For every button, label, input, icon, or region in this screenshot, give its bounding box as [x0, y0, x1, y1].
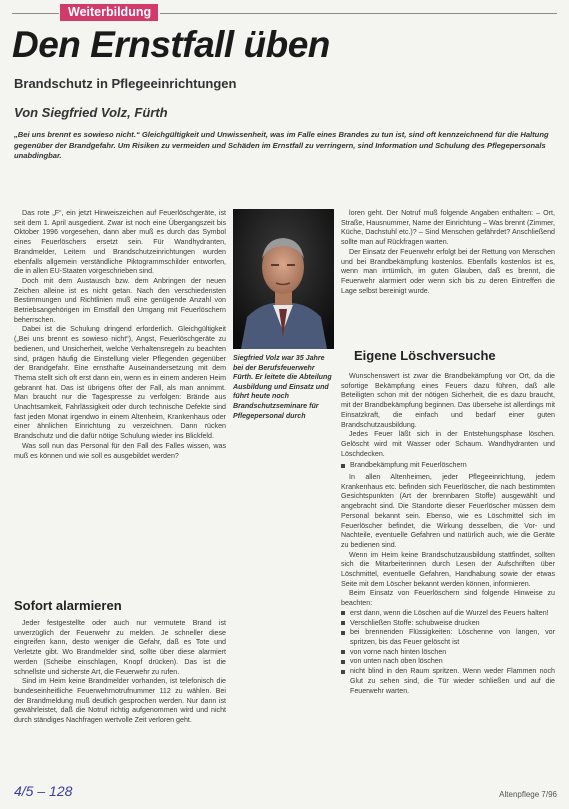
column-1 — [14, 209, 226, 461]
column-3 — [341, 209, 555, 296]
photo-caption: Siegfried Volz war 35 Jahre bei der Berufsfeuerwehr Fürth. Er leitete die Abteilung Ausbildung und Einsatz und führt heute noch Brandschutzseminare für Pflegepersonal durch — [233, 354, 332, 420]
column-1-continued — [14, 619, 226, 726]
author-photo — [233, 209, 334, 349]
header-rule-right — [160, 13, 557, 14]
bullet-item: von unten nach oben löschen — [341, 657, 555, 667]
bullet-item: Verschließen Stoffe: schubweise drucken — [341, 619, 555, 629]
column-1-paragraph: Doch mit dem Austausch bzw. dem Anbringen der neuen Zeichen alleine ist es nicht getan. Nach den verschiedensten Bestimmungen und Richtlinien muß eine genügende Anzahl von Betriebsangehörigen im Ernstfall den Umgang mit Feuerlöschern beherrschen. — [14, 276, 226, 324]
column-1-paragraph: Dabei ist die Schulung dringend erforderlich. Gleichgültigkeit („Bei uns brennt es sowieso nicht“), Angst, Feuerlöschgeräte zu bedienen, und Unsicherheit, welche Verhaltensregeln zu beachten sind, prägen häufig die Einstellung vieler Pflegenden gegenüber der Brandgefahr. Eine ernsthafte Auseinandersetzung mit dem Thema stellt sich oft erst dann ein, wenn es in einem anderen Heim gebrannt hat. Das ist übrigens öfter der Fall, als man annimmt. Man braucht nur die Tagespresse zu verfolgen: Brände aus Unachtsamkeit, Fahrlässigkeit oder durch technische Defekte sind fast jeden Monat irgendwo in einem Altenheim, Krankenhaus oder einer ähnlichen Einrichtung zu verzeichnen. Dann rücken Brandschutz und die dafür nötige Schulung wieder ins Blickfeld. — [14, 325, 226, 441]
article-subtitle: Brandschutz in Pflegeeinrichtungen — [14, 76, 237, 91]
column-1-paragraph: Was soll nun das Personal für den Fall des Falles wissen, was muß es können und wie soll es ausgebildet werden? — [14, 441, 226, 460]
column-3-paragraph: Beim Einsatz von Feuerlöschern sind folgende Hinweise zu beachten: — [341, 589, 555, 608]
column-3-paragraph: Wenn im Heim keine Brandschutzausbildung stattfindet, sollten sich die Mitarbeiterinnen durch Lesen der Aufschriften über Löschmittel, eventuelle Gefahren, Handhabung sowie der etwas Seite mit dem Löscher bekannt werden können, informieren. — [341, 550, 555, 588]
column-3-continued — [341, 372, 555, 696]
header-rule-left — [12, 13, 59, 14]
article-byline: Von Siegfried Volz, Fürth — [14, 105, 168, 120]
column-3-paragraph: In allen Altenheimen, jeder Pflegeeinrichtung, jedem Krankenhaus etc. befinden sich Feuerlöscher, die nach bestimmten Gesichtspunkten (Art der brennbaren Stoffe) ausgewählt und angebracht sind. Die Standorte dieser Feuerlöscher müssen dem Personal bekannt sein. Ebenso, wie es Löschmittel sich im Feuerlöscher befindet, die Wirkung desselben, die Vor- und Nachteile, eventuelle Gefahren und natürlich auch, wie die Geräte zu bedienen sind. — [341, 473, 555, 549]
column-1-paragraph: Jeder festgestellte oder auch nur vermutete Brand ist unverzüglich der Feuerwehr zu melden. Je schneller diese eingreifen kann, desto weniger die Gefahr, daß es Tote und Verletzte gibt. Wo Brandmelder sind, sollte über diese alarmiert werden (Scheibe einschlagen, Knopf drücken). Das ist die schnellste und sicherste Art, die Feuerwehr zu rufen. — [14, 619, 226, 676]
journal-issue: Altenpflege 7/96 — [499, 790, 557, 799]
column-3-paragraph: Wunschenswert ist zwar die Brandbekämpfung vor Ort, da die sofortige Bekämpfung eines Feuers dazu führen, daß alle Beteiligten schon mit der nötigen Sicherheit, die es dazu braucht, mit der Brandbekämpfung beginnen. Das übersehe ist allerdings mit Einsatzkraft, die einfach und bedarf einer guten Brandschutzausbildung. — [341, 372, 555, 429]
page-number: 4/5 – 128 — [14, 783, 73, 799]
column-1-paragraph: Das rote „F“, ein jetzt Hinweiszeichen auf Feuerlöschgeräte, ist seit dem 1. April ausgedient. Zwar ist noch eine Übergangszeit bis Oktober 1996 vorgesehen, dann aber muß es durch das Symbol eines Feuerlöschers ersetzt sein. Für Wandhydranten, Brandmelder, Leitern und Brandschutzeinrichtungen wurden ebenfalls allgemein verständliche Piktogrammschilder entworfen, die in allen EU-Staaten vorgeschrieben sind. — [14, 209, 226, 276]
lead-paragraph: „Bei uns brennt es sowieso nicht.“ Gleichgültigkeit und Unwissenheit, was im Falle eines Brandes zu tun ist, sind oft kennzeichnend für die Haltung gegenüber der Brandgefahr. Um Risiken zu vermeiden und Schäden im Ernstfall zu verringern, sind Information und Schulung des Pflegepersonals unabdingbar. — [14, 130, 549, 161]
bullet-item: nicht blind in den Raum spritzen. Wenn weder Flammen noch Glut zu sehen sind, die Tür wieder schließen und auf die Feuerwehr warten. — [341, 667, 555, 696]
section-tag: Weiterbildung — [60, 4, 158, 21]
article-title: Den Ernstfall üben — [12, 24, 330, 65]
column-1-paragraph: Sind im Heim keine Brandmelder vorhanden, ist telefonisch die bundeseinheitliche Feuerwehrnotrufnummer 112 zu wählen. Bei der Brandmeldung muß deutlich gesprochen werden. Nur dann ist gewährleistet, daß die Notruf richtig aufgenommen wird und nicht durch ständiges Nachfragen wertvolle Zeit verloren geht. — [14, 677, 226, 725]
heading-eigene-loeschversuche: Eigene Löschversuche — [354, 348, 496, 363]
column-3-paragraph: Jedes Feuer läßt sich in der Entstehungsphase löschen. Gelöscht wird mit Wasser oder Schaum. Wandhydranten und Löschdecken. — [341, 430, 555, 458]
bullet-item: Brandbekämpfung mit Feuerlöschern — [341, 461, 555, 471]
bullet-item: bei brennenden Flüssigkeiten: Löschenne von langen, vor spritzen, bis das Feuer gelöscht ist — [341, 628, 555, 647]
column-3-paragraph: Der Einsatz der Feuerwehr erfolgt bei der Rettung von Menschen und bei Brandbekämpfung kostenlos. Ebenfalls kostenlos ist es, wenn man irrtümlich, im guten Glauben, daß es brennt, die Feuerwehr alarmiert oder wenn sich bis zu deren Eintreffen die Lage selbst bereinigt wurde. — [341, 247, 555, 295]
bullet-list-hints — [341, 609, 555, 696]
heading-sofort-alarmieren: Sofort alarmieren — [14, 598, 122, 613]
bullet-item: von vorne nach hinten löschen — [341, 648, 555, 658]
author-portrait-image — [233, 209, 334, 349]
bullet-list-a — [341, 461, 555, 471]
column-3-paragraph: loren geht. Der Notruf muß folgende Angaben enthalten: – Ort, Straße, Hausnummer, Name der Einrichtung – Was brennt (Zimmer, Küche, Dachstuhl etc.)? – Sind Menschen gefährdet? Anschließend sollte man auf Rückfragen warten. — [341, 209, 555, 247]
bullet-item: erst dann, wenn die Löschen auf die Wurzel des Feuers halten! — [341, 609, 555, 619]
